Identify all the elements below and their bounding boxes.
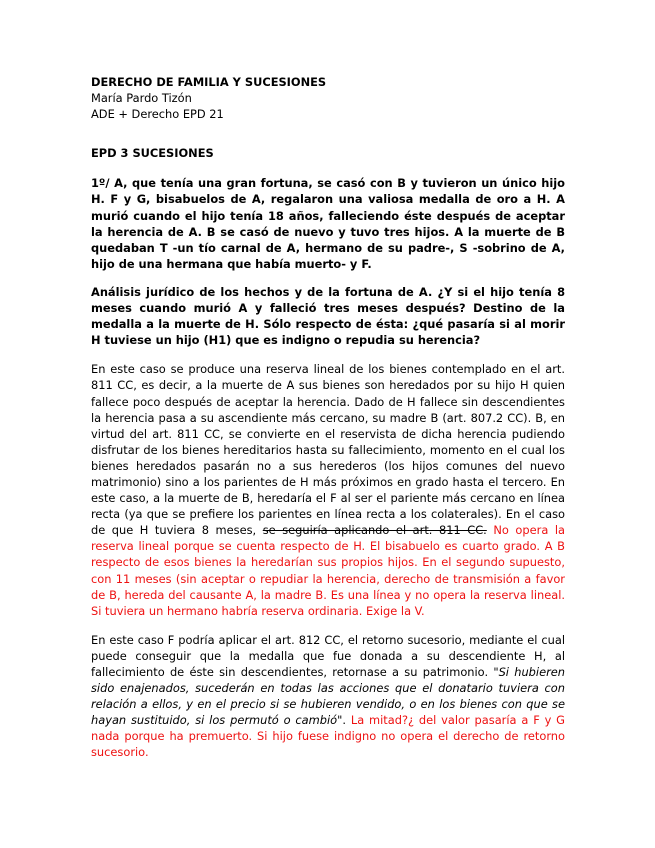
answer-2 <box>91 632 565 761</box>
legal-quote: Si hubieren sido enajenados, sucederán en todas las acciones que el donatario tuviera con relación a ellos, y en el precio si se hubieren vendido, o en los bienes con que se hayan sustituido, si los permutó o cambió <box>91 665 565 728</box>
answer-1-text: En este caso se produce una reserva lineal de los bienes contemplado en el art. 811 CC, es decir, a la muerte de A sus bienes son heredados por su hijo H quien fallece poco después de aceptar la herencia. Dado de H fallece sin descendientes la herencia pasa a su ascendiente más cercano, su madre B (art. 807.2 CC). B, en virtud del art. 811 CC, se convierte en el reservista de dicha herencia pudiendo disfrutar de los bienes hereditarios hasta su fallecimiento, momento en el cual los bienes heredados pasarán no a sus herederos (los hijos comunes del nuevo matrimonio) sino a los parientes de H más próximos en grado hasta el tercero. En este caso, a la muerte de B, heredaría el F al ser el pariente más cercano en línea recta (ya que se prefiere los parientes en línea recta a los colaterales). En el caso de que H tuviera 8 meses, <box>91 362 565 538</box>
quote-end: ". <box>337 713 347 728</box>
correction-1: No opera la reserva lineal porque se cuenta respecto de H. El bisabuelo es cuarto grado. A B respecto de esos bienes la heredarían sus propios hijos. En el segundo supuesto, con 11 meses (sin aceptar o repudiar la herencia, derecho de transmisión a favor de B, hereda del causante A, la madre B. Es una línea y no opera la reserva lineal. Si tuviera un hermano habría reserva ordinaria. Exige la V. <box>91 523 565 618</box>
program-name: ADE + Derecho EPD 21 <box>91 107 224 122</box>
section-title: EPD 3 SUCESIONES <box>91 146 214 161</box>
answer-1 <box>91 361 565 619</box>
answer-2-text: En este caso F podría aplicar el art. 812 CC, el retorno sucesorio, mediante el cual puede conseguir que la medalla que fue donada a su descendiente H, al fallecimiento de éste sin descendientes, retornase a su patrimonio. " <box>91 632 565 679</box>
question-1: 1º/ A, que tenía una gran fortuna, se casó con B y tuvieron un único hijo H. F y G, bisabuelos de A, regalaron una valiosa medalla de oro a H. A murió cuando el hijo tenía 18 años, falleciendo éste después de aceptar la herencia de A. B se casó de nuevo y tuvo tres hijos. A la muerte de B quedaban T -un tío carnal de A, hermano de su padre-, S -sobrino de A, hijo de una hermana que había muerto- y F. <box>91 176 565 271</box>
document-page <box>91 74 565 761</box>
author-name: María Pardo Tizón <box>91 91 192 106</box>
question-2: Análisis jurídico de los hechos y de la fortuna de A. ¿Y si el hijo tenía 8 meses cuando murió A y falleció tres meses después? Destino de la medalla a la muerte de H. Sólo respecto de ésta: ¿qué pasaría si al morir H tuviese un hijo (H1) que es indigno o repudia su herencia? <box>91 284 565 348</box>
struck-text: se seguiría aplicando el art. 811 CC. <box>262 523 487 538</box>
correction-2: La mitad?¿ del valor pasaría a F y G nada porque ha premuerto. Si hijo fuese indigno no opera el derecho de retorno sucesorio. <box>91 713 566 760</box>
course-title: DERECHO DE FAMILIA Y SUCESIONES <box>91 75 327 89</box>
